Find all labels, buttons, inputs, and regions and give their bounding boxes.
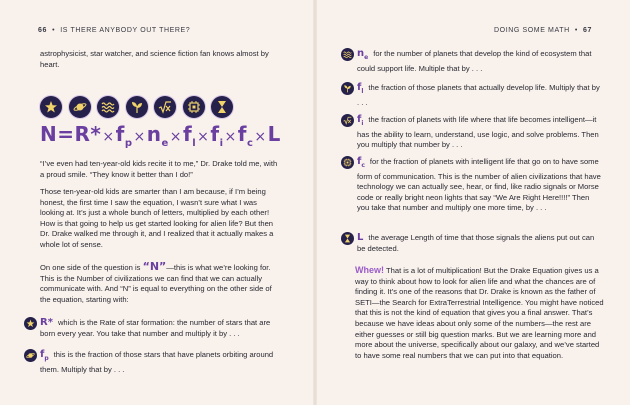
fi-sub: i: [361, 120, 364, 127]
eq-sub-i: i: [219, 138, 224, 149]
eq-sub-e: e: [161, 138, 169, 149]
eq-times: ×: [102, 129, 115, 145]
bullet-ne: [341, 49, 603, 74]
fi-description: the fraction of planets with life where that life becomes intelligent—it has the ability to learn, understand, use logic, and solve problems. Then you multiply that number by . . .: [357, 115, 599, 150]
left-page-number: 66: [38, 27, 47, 34]
fi-symbol: [357, 114, 363, 125]
fc-f: f: [357, 156, 362, 167]
fp-description: this is the fraction of those stars that have planets orbiting around them. Multiply that by . . .: [40, 350, 274, 374]
drake-equation: [40, 122, 281, 149]
left-running-header: 66 • IS THERE ANYBODY OUT THERE?: [38, 27, 191, 34]
star-icon: [24, 317, 37, 330]
bullet-fl: [341, 83, 603, 108]
eq-f: f: [183, 122, 193, 146]
eq-times: ×: [197, 129, 210, 145]
fl-sub: l: [361, 88, 364, 95]
sqrt-x-icon: [154, 96, 176, 118]
para2-start: On one side of the question is: [40, 263, 143, 272]
fp-sub: p: [44, 355, 49, 362]
sqrt-x-icon: [341, 114, 354, 127]
chip-icon: [183, 96, 205, 118]
eq-sub-l: l: [192, 138, 197, 149]
fp-symbol: [40, 349, 49, 360]
right-running-header: DOING SOME MATH • 67: [494, 27, 592, 34]
planet-icon: [24, 349, 37, 362]
waves-icon: [97, 96, 119, 118]
hourglass-icon: [341, 232, 354, 245]
eq-n: N: [40, 122, 58, 146]
eq-times: ×: [224, 129, 237, 145]
sprout-icon: [126, 96, 148, 118]
right-page-number: 67: [583, 27, 592, 34]
rstar-symbol: R*: [40, 317, 53, 328]
bullet-fi: [341, 115, 603, 151]
l-description: the average Length of time that those signals the aliens put out can be detected.: [357, 233, 595, 253]
eq-f: f: [115, 122, 125, 146]
eq-f: f: [237, 122, 247, 146]
fc-description: for the fraction of planets with intelligent life that go on to have some form of communication. This is the number of alien civilizations that have technology we can actually see, hear, or find, like radio signals or Morse code or really bright neon lights that say “We Are Right Here!!!!” Then you take that number and multiply one more time, by . . .: [357, 157, 601, 213]
left-running-title: IS THERE ANYBODY OUT THERE?: [60, 27, 191, 34]
intro-text: astrophysicist, star watcher, and science fiction fan knows almost by heart.: [40, 49, 269, 69]
eq-rstar: R*: [74, 122, 102, 146]
closing-text: That is a lot of multiplication! But the Drake Equation gives us a way to think about how to look for alien life and what the chances are of finding it. It’s one of the reasons that Dr. Drake is known as the father of SETI—the Search for ExtraTerrestrial Intelligence. You might have noticed that this is not the kind of equation that gives you a final answer. That’s because we have ideas about only some of the numbers—the rest are either guesses or still big question marks. But we are learning more and more about the universe, specifically about our galaxy, and we’ve started to have some real numbers that we can put into that equation.: [355, 266, 604, 360]
body-paragraph-1: Those ten-year-old kids are smarter than I am because, if I’m being honest, the first time I saw the equation, I wasn’t sure what I was looking at. It’s just a whole bunch of letters, multiplied by each other! How is that going to help us get started looking for alien life? But then Dr. Drake walked me through it, and I realized that it actually makes a whole lot of sense.: [40, 187, 274, 249]
eq-sub-p: p: [124, 138, 133, 149]
sprout-icon: [341, 82, 354, 95]
quote-paragraph: “I’ve even had ten-year-old kids recite it to me,” Dr. Drake told me, with a proud smile. “They know it better than I do!”: [40, 159, 278, 179]
drake-icon-row: [40, 96, 233, 118]
eq-times: ×: [133, 129, 146, 145]
rstar-description: which is the Rate of star formation: the number of stars that are born every year. You take that number and multiply it by . . .: [40, 318, 271, 338]
ne-n: n: [357, 48, 365, 59]
fc-symbol: [357, 156, 365, 167]
n-highlight: “N”: [142, 260, 167, 273]
bullet-fc: [341, 157, 603, 214]
ne-description: for the number of planets that develop the kind of ecosystem that could support life. Multiple that by . . .: [357, 49, 592, 73]
fl-symbol: [357, 82, 363, 93]
planet-icon: [69, 96, 91, 118]
right-running-title: DOING SOME MATH: [494, 27, 570, 34]
eq-f: f: [210, 122, 220, 146]
waves-icon: [341, 48, 354, 61]
fi-f: f: [357, 114, 362, 125]
eq-times: ×: [254, 129, 267, 145]
ne-sub: e: [364, 54, 369, 61]
fl-f: f: [357, 82, 362, 93]
whew-heading: Whew!: [355, 265, 384, 275]
bullet-rstar: [24, 318, 282, 339]
hourglass-icon: [211, 96, 233, 118]
bullet-l: [341, 233, 603, 254]
right-page: [315, 0, 630, 405]
para2-end: —this is what we’re looking for. This is the Number of civilizations we can find that we can actually communicate with. And “N” is equal to everything on the other side of the equation, starting with:: [40, 263, 272, 304]
body-paragraph-2: [40, 262, 282, 305]
star-icon: [40, 96, 62, 118]
chip-icon: [341, 156, 354, 169]
bullet-fp: [24, 350, 282, 375]
fl-description: the fraction of those planets that actually develop life. Multiply that by . . .: [357, 83, 600, 107]
ne-symbol: [357, 48, 368, 59]
fc-sub: c: [361, 162, 365, 169]
eq-times: ×: [169, 129, 182, 145]
closing-paragraph: [355, 265, 605, 361]
l-symbol: L: [357, 232, 364, 243]
eq-n-e: n: [146, 122, 162, 146]
eq-equals: =: [57, 122, 75, 146]
eq-l: L: [267, 122, 281, 146]
fp-f: f: [40, 349, 45, 360]
eq-sub-c: c: [246, 138, 254, 149]
